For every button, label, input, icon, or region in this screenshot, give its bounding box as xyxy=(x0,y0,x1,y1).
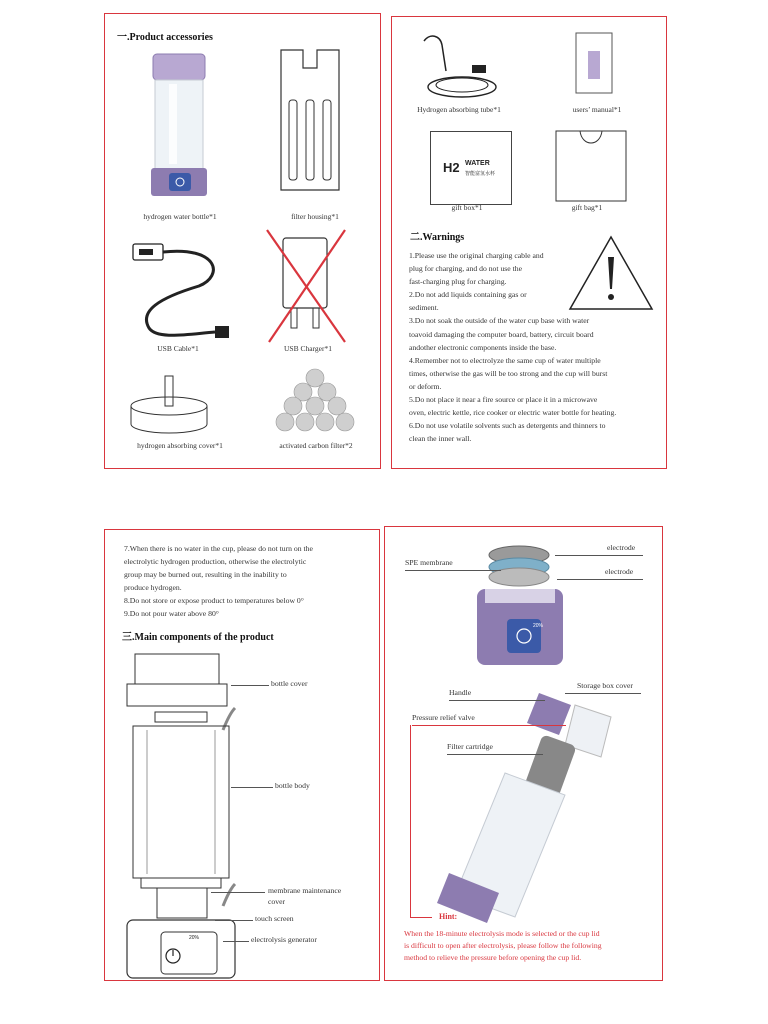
label-spe-membrane: SPE membrane xyxy=(405,558,453,567)
caption-filter-housing: filter housing*1 xyxy=(291,212,339,221)
label-pressure-valve: Pressure relief valve xyxy=(412,713,475,722)
warning-line: 7.When there is no water in the cup, please do not turn on the xyxy=(124,544,313,553)
warning-line: 3.Do not soak the outside of the water cup base with water xyxy=(409,316,590,326)
absorbing-cover-illustration xyxy=(127,376,237,446)
base-display-text: 20% xyxy=(189,935,200,941)
warning-line: toavoid damaging the computer board, battery, circuit board xyxy=(409,329,594,339)
warning-line: group may be burned out, resulting in the inability to xyxy=(124,570,287,580)
leader-line xyxy=(447,754,543,755)
warning-line: fast-charging plug for charging. xyxy=(409,277,507,287)
label-filter-cartridge: Filter cartridge xyxy=(447,742,493,751)
gift-bag-illustration xyxy=(556,129,630,205)
usb-charger-illustration xyxy=(265,230,349,346)
gift-box-h2: H2 xyxy=(443,160,460,175)
warnings-continued-list xyxy=(124,542,376,621)
exploded-bottle-illustration xyxy=(123,650,243,980)
electrolysis-base-illustration xyxy=(471,539,571,669)
gift-box-subtext: 智能富氢水杯 xyxy=(465,171,496,177)
warning-line: sediment. xyxy=(409,303,439,313)
hint-text xyxy=(404,928,660,964)
gift-box-word: WATER xyxy=(465,160,490,167)
label-membrane-line1: membrane maintenance xyxy=(268,886,342,895)
warning-line: electrolytic hydrogen production, otherwise the electrolytic xyxy=(124,557,307,567)
accessories-heading: 一.Product accessories xyxy=(117,32,213,43)
hint-line: is difficult to open after electrolysis, please follow the following xyxy=(404,941,602,950)
label-bottle-body: bottle body xyxy=(275,781,310,790)
caption-carbon-filter: activated carbon filter*2 xyxy=(279,441,353,450)
warning-line: 5.Do not place it near a fire source or place it in a microwave xyxy=(409,395,598,405)
gift-box-illustration xyxy=(430,131,512,205)
manual-illustration xyxy=(576,33,616,97)
caption-absorbing-tube: Hydrogen absorbing tube*1 xyxy=(417,105,501,114)
leader-line xyxy=(223,941,249,942)
carbon-filter-illustration xyxy=(275,366,355,440)
hint-line: method to relieve the pressure before opening the cup lid. xyxy=(404,953,582,962)
components-panel xyxy=(104,529,380,981)
filter-housing-illustration xyxy=(273,50,347,200)
caption-manual: users’ manual*1 xyxy=(572,105,622,114)
components-heading: 三.Main components of the product xyxy=(122,632,274,643)
warning-line: plug for charging, and do not use the xyxy=(409,264,523,274)
label-electrode-bottom: electrode xyxy=(605,567,634,576)
warning-line: 8.Do not store or expose product to temperatures below 0° xyxy=(124,596,304,606)
label-bottle-cover: bottle cover xyxy=(271,679,308,688)
caption-gift-bag: gift bag*1 xyxy=(571,203,603,212)
leader-line xyxy=(405,570,501,571)
warnings-heading: 二.Warnings xyxy=(410,232,465,243)
leader-line xyxy=(565,693,641,694)
usb-cable-illustration xyxy=(129,236,239,346)
warnings-list xyxy=(409,249,661,445)
bottle-illustration xyxy=(147,54,217,204)
caption-usb-charger: USB Charger*1 xyxy=(284,344,332,353)
hint-callout-line xyxy=(410,725,411,917)
detail-display-text: 20% xyxy=(533,623,544,629)
hint-label: Hint: xyxy=(439,912,458,921)
label-touch-screen: touch screen xyxy=(255,914,294,923)
caption-usb-cable: USB Cable*1 xyxy=(157,344,199,353)
detail-panel xyxy=(384,526,663,981)
leader-line xyxy=(555,555,643,556)
filter-bottle-illustration xyxy=(435,687,645,927)
warnings-panel xyxy=(391,16,667,469)
leader-line xyxy=(231,685,269,686)
label-electrode-top: electrode xyxy=(607,543,636,552)
label-membrane-cover xyxy=(268,885,341,907)
warning-line: times, otherwise the gas will be too strong and the cup will burst xyxy=(409,368,608,378)
accessories-panel xyxy=(104,13,381,469)
leader-line xyxy=(211,892,265,893)
leader-line xyxy=(412,725,566,726)
leader-line xyxy=(231,787,273,788)
leader-line xyxy=(449,700,545,701)
absorbing-tube-illustration xyxy=(416,31,506,101)
label-membrane-line2: cover xyxy=(268,897,286,906)
warning-line: 2.Do not add liquids containing gas or xyxy=(409,290,527,300)
label-storage-box-cover: Storage box cover xyxy=(577,681,633,690)
caption-absorbing-cover: hydrogen absorbing cover*1 xyxy=(137,441,223,450)
warning-line: clean the inner wall. xyxy=(409,434,472,444)
hint-line: When the 18-minute electrolysis mode is selected or the cup lid xyxy=(404,929,600,938)
warning-line: 1.Please use the original charging cable and xyxy=(409,251,544,260)
leader-line xyxy=(215,920,253,921)
warning-line: produce hydrogen. xyxy=(124,583,182,593)
warning-line: 6.Do not use volatile solvents such as detergents and thinners to xyxy=(409,421,606,431)
warning-line: or deform. xyxy=(409,381,442,391)
label-electrolysis-generator: electrolysis generator xyxy=(251,935,317,944)
warning-line: 9.Do not pour water above 80° xyxy=(124,609,219,619)
caption-gift-box: gift box*1 xyxy=(451,203,483,212)
caption-bottle: hydrogen water bottle*1 xyxy=(143,212,217,221)
leader-line xyxy=(557,579,643,580)
warning-line: 4.Remember not to electrolyze the same cup of water multiple xyxy=(409,355,601,365)
label-handle: Handle xyxy=(449,688,472,697)
warning-line: oven, electric kettle, rice cooker or electric water bottle for heating. xyxy=(409,408,617,418)
warning-line: andother electronic components inside the base. xyxy=(409,342,557,352)
hint-callout-line xyxy=(410,917,432,918)
